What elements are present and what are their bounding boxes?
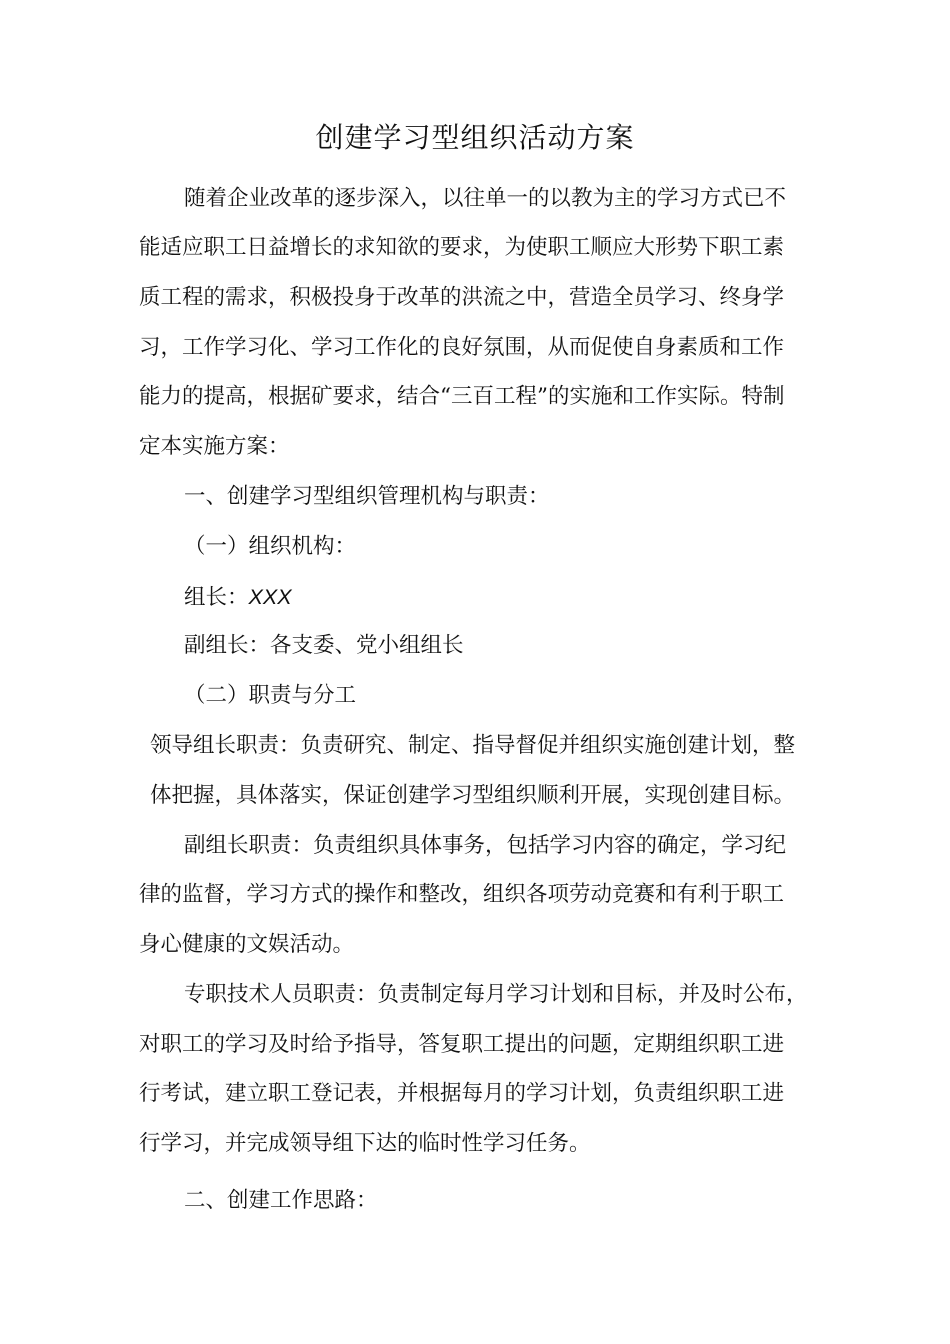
leader-duty-line-1: 领导组长职责：负责研究、制定、指导督促并组织实施创建计划，整 — [150, 733, 796, 758]
leader-label: 组长： — [184, 585, 249, 610]
intro-line-4: 习，工作学习化、学习工作化的良好氛围，从而促使自身素质和工作 — [139, 335, 785, 360]
deputy-duty-line-3: 身心健康的文娱活动。 — [139, 932, 355, 957]
intro-line-2: 能适应职工日益增长的求知欲的要求，为使职工顺应大形势下职工素 — [139, 235, 785, 260]
section-2-heading: 二、创建工作思路： — [184, 1188, 378, 1213]
intro-line-1: 随着企业改革的逐步深入，以往单一的以教为主的学习方式已不 — [184, 186, 787, 211]
tech-duty-line-2: 对职工的学习及时给予指导，答复职工提出的问题，定期组织职工进 — [139, 1032, 785, 1057]
deputy-leader-line: 副组长：各支委、党小组组长 — [184, 633, 464, 658]
document-title: 创建学习型组织活动方案 — [315, 121, 635, 154]
leader-duty-line-2: 体把握，具体落实，保证创建学习型组织顺利开展，实现创建目标。 — [150, 783, 796, 808]
tech-duty-line-1: 专职技术人员职责：负责制定每月学习计划和目标，并及时公布， — [184, 982, 808, 1007]
intro-line-6: 定本实施方案： — [139, 434, 290, 459]
leader-line — [184, 582, 292, 613]
intro-line-5: 能力的提高，根据矿要求，结合“三百工程”的实施和工作实际。特制 — [139, 384, 785, 409]
leader-value: XXX — [248, 585, 292, 609]
subsection-1-heading: （一）组织机构： — [184, 534, 357, 559]
tech-duty-line-3: 行考试，建立职工登记表，并根据每月的学习计划，负责组织职工进 — [139, 1081, 785, 1106]
tech-duty-line-4: 行学习，并完成领导组下达的临时性学习任务。 — [139, 1131, 591, 1156]
deputy-duty-line-1: 副组长职责：负责组织具体事务，包括学习内容的确定，学习纪 — [184, 833, 787, 858]
deputy-duty-line-2: 律的监督，学习方式的操作和整改，组织各项劳动竞赛和有利于职工 — [139, 882, 785, 907]
subsection-2-heading: （二）职责与分工 — [184, 683, 357, 708]
section-1-heading: 一、创建学习型组织管理机构与职责： — [184, 484, 550, 509]
intro-line-3: 质工程的需求，积极投身于改革的洪流之中，营造全员学习、终身学 — [139, 285, 785, 310]
